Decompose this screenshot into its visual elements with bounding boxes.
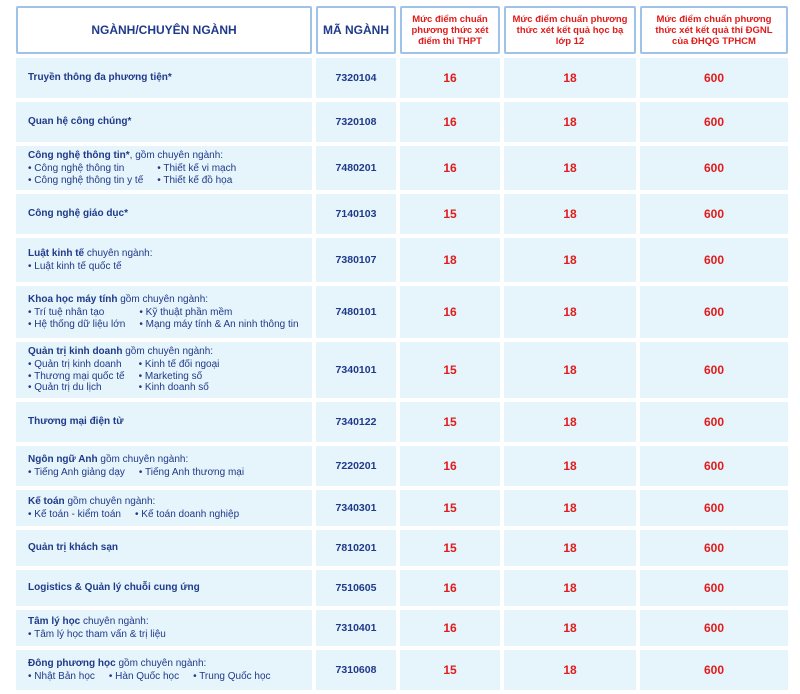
major-code: 7340122 [316,402,396,442]
major-title [28,208,128,220]
major-block [28,454,244,479]
table-row [16,286,792,338]
score-dgnl: 600 [640,238,788,282]
major-code: 7340301 [316,490,396,526]
major-cell [16,286,312,338]
major-title [28,582,200,594]
major-title [28,616,166,628]
score-hocba: 18 [504,238,636,282]
major-name: Khoa học máy tính [28,294,118,305]
major-name: Thương mại điện tử [28,416,124,427]
major-cell [16,402,312,442]
score-dgnl: 600 [640,102,788,142]
major-code: 7340101 [316,342,396,398]
major-cell [16,530,312,566]
major-name: Truyền thông đa phương tiện* [28,72,172,83]
score-hocba: 18 [504,570,636,606]
score-dgnl: 600 [640,446,788,486]
header-major: NGÀNH/CHUYÊN NGÀNH [16,6,312,54]
major-code: 7510605 [316,570,396,606]
specialization-item: • Công nghệ thông tin [28,163,125,174]
major-cell [16,650,312,690]
table-row [16,238,792,282]
specialization-item: • Thiết kế vi mạch [157,163,237,174]
major-title [28,542,118,554]
major-cell [16,146,312,190]
major-code: 7480201 [316,146,396,190]
major-name: Quan hệ công chúng* [28,116,132,127]
major-block [28,150,236,186]
major-cell [16,342,312,398]
score-dgnl: 600 [640,286,788,338]
specialization-list [28,359,219,394]
score-hocba: 18 [504,530,636,566]
major-block [28,582,200,594]
major-code: 7220201 [316,446,396,486]
major-title [28,150,236,162]
table-row [16,146,792,190]
score-dgnl: 600 [640,570,788,606]
major-suffix: chuyên ngành: [80,615,149,627]
score-hocba: 18 [504,402,636,442]
major-name: Ngôn ngữ Anh [28,453,98,465]
score-dgnl: 600 [640,530,788,566]
specialization-item: • Kế toán - kiểm toán [28,508,121,520]
score-hocba: 18 [504,146,636,190]
score-hocba: 18 [504,610,636,646]
score-thpt: 15 [400,650,500,690]
score-hocba: 18 [504,286,636,338]
major-block [28,496,239,521]
major-code: 7310401 [316,610,396,646]
table-row [16,342,792,398]
table-row [16,570,792,606]
table-row [16,102,792,142]
score-dgnl: 600 [640,194,788,234]
major-title [28,72,172,84]
major-code: 7310608 [316,650,396,690]
score-thpt: 15 [400,402,500,442]
major-code: 7480101 [316,286,396,338]
major-name: Quản trị kinh doanh [28,346,123,358]
specialization-item: • Luật kinh tế quốc tế [28,260,122,272]
specialization-list [28,629,166,641]
major-cell [16,102,312,142]
specialization-item: • Trí tuệ nhân tạo [28,307,105,318]
major-title [28,294,299,306]
score-thpt: 18 [400,238,500,282]
table-row [16,530,792,566]
major-code: 7140103 [316,194,396,234]
major-name: Quản trị khách sạn [28,542,119,553]
score-thpt: 16 [400,286,500,338]
major-block [28,116,131,128]
major-name: Kế toán [28,495,65,507]
major-block [28,72,172,84]
major-cell [16,58,312,98]
major-suffix: gồm chuyên ngành: [97,453,189,465]
specialization-item: • Công nghệ thông tin y tế [28,174,144,186]
score-thpt: 15 [400,194,500,234]
score-hocba: 18 [504,446,636,486]
major-block [28,542,118,554]
major-code: 7320104 [316,58,396,98]
score-thpt: 15 [400,490,500,526]
header-code: MÃ NGÀNH [316,6,396,54]
specialization-list [28,307,299,330]
major-name: Luật kinh tế [28,247,85,259]
major-name: Tâm lý học [28,615,81,627]
major-title [28,116,131,128]
table-body [16,58,792,690]
score-hocba: 18 [504,650,636,690]
specialization-item: • Kinh doanh số [138,382,209,394]
score-hocba: 18 [504,58,636,98]
admission-score-table [16,6,792,694]
major-code: 7320108 [316,102,396,142]
major-title [28,496,239,508]
major-block [28,416,123,428]
table-row [16,650,792,690]
table-header-row [16,6,792,54]
major-block [28,658,271,683]
score-dgnl: 600 [640,490,788,526]
score-dgnl: 600 [640,342,788,398]
score-thpt: 16 [400,102,500,142]
major-title [28,416,123,428]
score-dgnl: 600 [640,58,788,98]
score-dgnl: 600 [640,650,788,690]
specialization-item: • Tâm lý học tham vấn & trị liệu [28,628,166,640]
major-code: 7810201 [316,530,396,566]
specialization-item: • Hệ thống dữ liệu lớn [28,318,126,330]
major-title [28,658,271,670]
specialization-list [28,163,236,186]
score-thpt: 16 [400,446,500,486]
major-suffix: , gồm chuyên ngành: [129,150,224,161]
specialization-item: • Tiếng Anh giảng dạy [28,466,125,478]
table-row [16,194,792,234]
specialization-item: • Kinh tế đối ngoại [138,359,220,371]
major-block [28,248,153,273]
specialization-list [28,261,153,273]
major-name: Công nghệ giáo dục* [28,208,128,219]
score-hocba: 18 [504,490,636,526]
major-cell [16,570,312,606]
specialization-item: • Thương mại quốc tế [28,370,125,382]
specialization-item: • Nhật Bản học [28,670,95,682]
header-thpt: Mức điểm chuẩn phương thức xét điểm thi THPT [400,6,500,54]
major-suffix: gồm chuyên ngành: [122,346,214,358]
specialization-item: • Marketing số [138,370,203,382]
score-hocba: 18 [504,342,636,398]
score-hocba: 18 [504,102,636,142]
major-title [28,346,219,358]
major-cell [16,238,312,282]
major-suffix: gồm chuyên ngành: [115,657,207,669]
score-dgnl: 600 [640,610,788,646]
score-thpt: 15 [400,530,500,566]
major-name: Logistics & Quản lý chuỗi cung ứng [28,582,200,593]
table-row [16,446,792,486]
specialization-list [28,671,271,683]
specialization-item: • Quản trị du lịch [28,382,102,394]
table-row [16,58,792,98]
major-name: Đông phương học [28,657,116,669]
table-row [16,490,792,526]
major-cell [16,446,312,486]
major-block [28,294,299,330]
major-name: Công nghệ thông tin* [28,150,130,161]
major-code: 7380107 [316,238,396,282]
specialization-item: • Tiếng Anh thương mại [138,466,245,478]
score-thpt: 16 [400,146,500,190]
specialization-item: • Quản trị kinh doanh [28,359,122,371]
major-cell [16,490,312,526]
major-suffix: gồm chuyên ngành: [64,495,156,507]
major-title [28,248,153,260]
major-cell [16,194,312,234]
score-thpt: 16 [400,570,500,606]
major-suffix: chuyên ngành: [84,247,153,259]
specialization-list [28,509,239,521]
specialization-item: • Trung Quốc học [193,670,271,682]
specialization-item: • Kế toán doanh nghiệp [135,508,240,520]
major-block [28,346,219,394]
major-block [28,208,128,220]
table-row [16,610,792,646]
score-hocba: 18 [504,194,636,234]
major-title [28,454,244,466]
specialization-list [28,467,244,479]
specialization-item: • Kỹ thuật phần mềm [139,307,233,318]
major-suffix: gồm chuyên ngành: [117,294,209,305]
specialization-item: • Mạng máy tính & An ninh thông tin [139,318,299,330]
header-dgnl: Mức điểm chuẩn phương thức xét kết quả thi ĐGNL của ĐHQG TPHCM [640,6,788,54]
header-hocba: Mức điểm chuẩn phương thức xét kết quả học bạ lớp 12 [504,6,636,54]
score-dgnl: 600 [640,402,788,442]
table-row [16,402,792,442]
score-thpt: 16 [400,610,500,646]
score-thpt: 16 [400,58,500,98]
score-thpt: 15 [400,342,500,398]
score-dgnl: 600 [640,146,788,190]
major-block [28,616,166,641]
specialization-item: • Hàn Quốc học [108,670,180,682]
major-cell [16,610,312,646]
specialization-item: • Thiết kế đồ họa [157,174,233,186]
